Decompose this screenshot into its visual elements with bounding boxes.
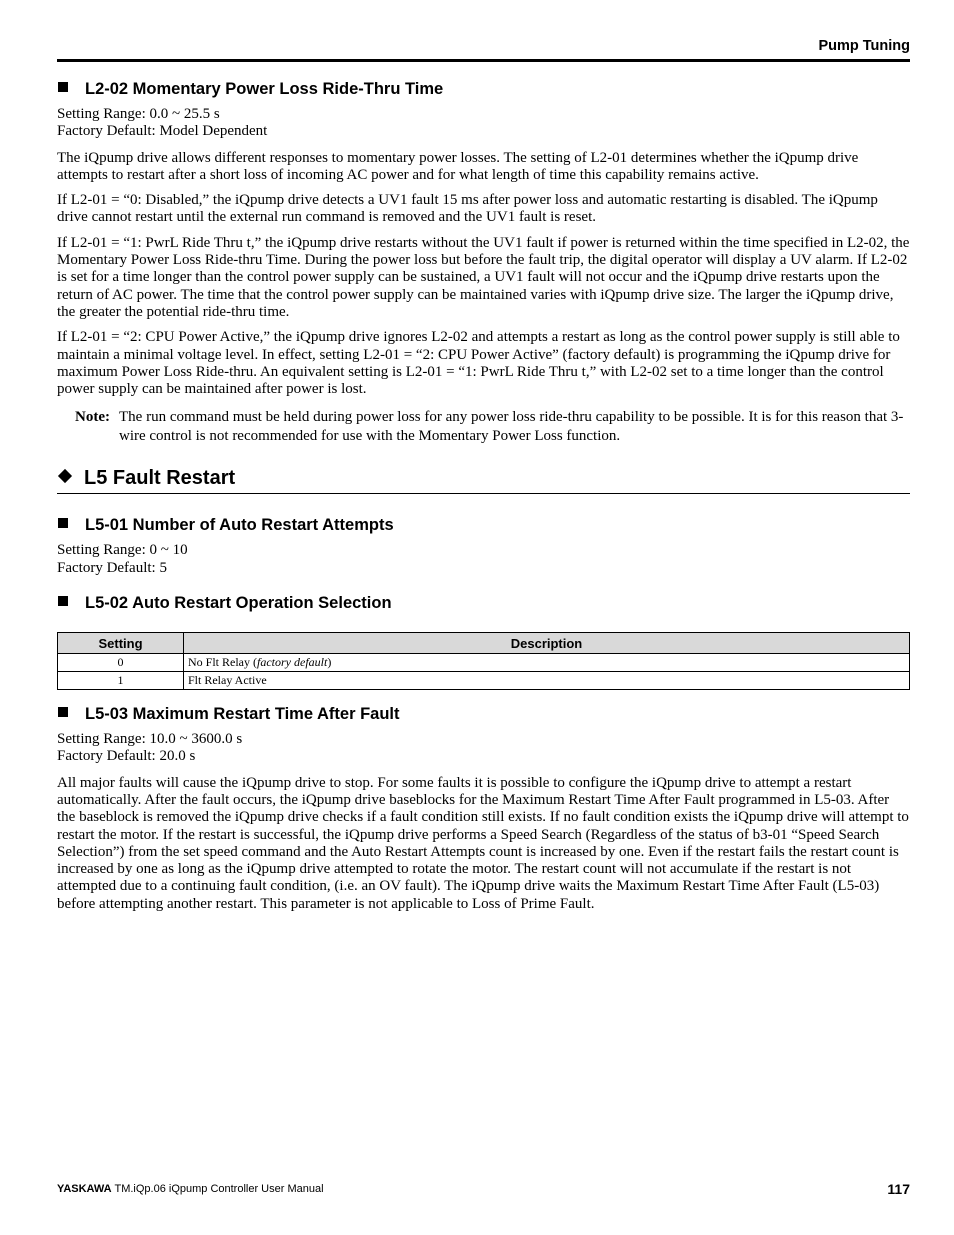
page-content (57, 79, 910, 921)
page-number: 117 (887, 1181, 910, 1197)
header-rule (57, 59, 910, 62)
setting-cell: 1 (58, 672, 184, 690)
heading-l5-02 (57, 593, 910, 613)
l5-01-setting-range: Setting Range: 0 ~ 10 (57, 542, 188, 559)
table-row (58, 672, 910, 690)
settings-table (57, 632, 910, 690)
heading-l2-02-text: L2-02 Momentary Power Loss Ride-Thru Time (85, 80, 444, 98)
l5-01-factory-default: Factory Default: 5 (57, 559, 167, 576)
column-header-setting: Setting (58, 633, 184, 654)
footer-manual-title (57, 1183, 324, 1195)
l2-02-setting-range: Setting Range: 0.0 ~ 25.5 s (57, 106, 220, 122)
description-text: No Flt Relay ( (188, 655, 257, 670)
diamond-bullet-icon (58, 469, 72, 483)
table-row (58, 654, 910, 672)
square-bullet-icon (58, 82, 68, 92)
description-cell: Flt Relay Active (184, 672, 910, 690)
heading-l5-03 (57, 704, 910, 724)
running-header-title: Pump Tuning (818, 38, 910, 54)
heading-l5-01 (57, 515, 910, 535)
description-tail: ) (327, 655, 332, 670)
l2-02-paragraph: The iQpump drive allows different responses to momentary power losses. The setting of L2-01 determines whether the iQpump drive attempts to restart after a short loss of incoming AC power and for what length of time this capability remains active. (57, 149, 859, 183)
heading-l5-03-text: L5-03 Maximum Restart Time After Fault (85, 705, 400, 724)
l5-03-paragraph: All major faults will cause the iQpump drive to stop. For some faults it is possible to configure the iQpump drive to attempt a restart automatically. After the fault occurs, the iQpump drive baseblocks for the Maximum Restart Time After Fault programmed in L5-03. After the baseblock is removed the iQpump drive checks if a fault condition still exists. If no fault condition exists the iQpump drive will attempt to restart the motor. If the restart is successful, the iQpump drive performs a Speed Search (Regardless of the status of b3-01 “Speed Search Selection”) from the set speed command and the Auto Restart Attempts count is increased by one. Even if the restart fails the restart count is increased by one as long as the iQpump drive attempted to rotate the motor. The restart count will not accumulate if the restart is not attempted due to a continuing fault condition, (i.e. an OV fault). The iQpump drive waits the Maximum Restart Time After Fault (L5-03) before attempting another restart. This parameter is not applicable to Loss of Prime Fault. (57, 774, 909, 912)
description-cell (184, 654, 910, 672)
footer-brand: YASKAWA (57, 1183, 112, 1195)
footer-manual-name: TM.iQp.06 iQpump Controller User Manual (114, 1183, 324, 1195)
heading-l2-02 (57, 79, 910, 99)
heading-l5-02-text: L5-02 Auto Restart Operation Selection (85, 594, 392, 613)
l5-03-factory-default: Factory Default: 20.0 s (57, 748, 196, 765)
column-header-description: Description (184, 633, 910, 654)
l2-02-factory-default: Factory Default: Model Dependent (57, 123, 268, 140)
l5-01-settings (57, 542, 910, 577)
section-heading-l5 (57, 466, 910, 494)
square-bullet-icon (58, 707, 68, 717)
l2-02-paragraph: If L2-01 = “0: Disabled,” the iQpump drive detects a UV1 fault 15 ms after power loss and automatic restarting is disabled. The iQpump drive cannot restart until the external run command is removed and the UV1 fault is reset. (57, 192, 878, 226)
note-label: Note: (75, 409, 110, 426)
setting-cell: 0 (58, 654, 184, 672)
l2-02-paragraph: If L2-01 = “2: CPU Power Active,” the iQpump drive ignores L2-02 and attempts a restart as long as the control power supply is still able to maintain a minimal voltage level. In effect, setting L2-01 = “2: CPU Power Active” (factory default) is programming the iQpump drive for maximum Power Loss Ride-thru. An equivalent setting is L2-01 = “1: PwrL Ride Thru t,” with L2-02 set to a time longer than the control power supply can be maintained after power is lost. (57, 329, 900, 398)
note-text: The run command must be held during power loss for any power loss ride-thru capability to be possible. It is for this reason that 3-wire control is not recommended for use with the Momentary Power Loss function. (119, 409, 904, 445)
note-block (75, 408, 910, 446)
l5-03-settings (57, 731, 910, 766)
l2-02-paragraph: If L2-01 = “1: PwrL Ride Thru t,” the iQpump drive restarts without the UV1 fault if power is returned within the time specified in L2-02, the Momentary Power Loss Ride-thru Time. During the power loss but before the fault trip, the digital operator will display a UV alarm. If L2-02 is set for a time longer than the control power supply can be sustained, a UV1 fault will not occur and the iQpump drive restarts upon the return of AC power. The time that the control power supply can be maintained varies with iQpump drive size. The larger the iQpump drive, the greater the potential ride-thru time. (57, 234, 910, 320)
square-bullet-icon (58, 596, 68, 606)
l2-02-settings (57, 106, 910, 141)
section-heading-l5-text: L5 Fault Restart (84, 467, 236, 490)
description-italic: factory default (257, 655, 328, 670)
heading-l5-01-text: L5-01 Number of Auto Restart Attempts (85, 516, 394, 535)
square-bullet-icon (58, 518, 68, 528)
l5-03-setting-range: Setting Range: 10.0 ~ 3600.0 s (57, 731, 243, 748)
table-header-row (58, 633, 910, 654)
